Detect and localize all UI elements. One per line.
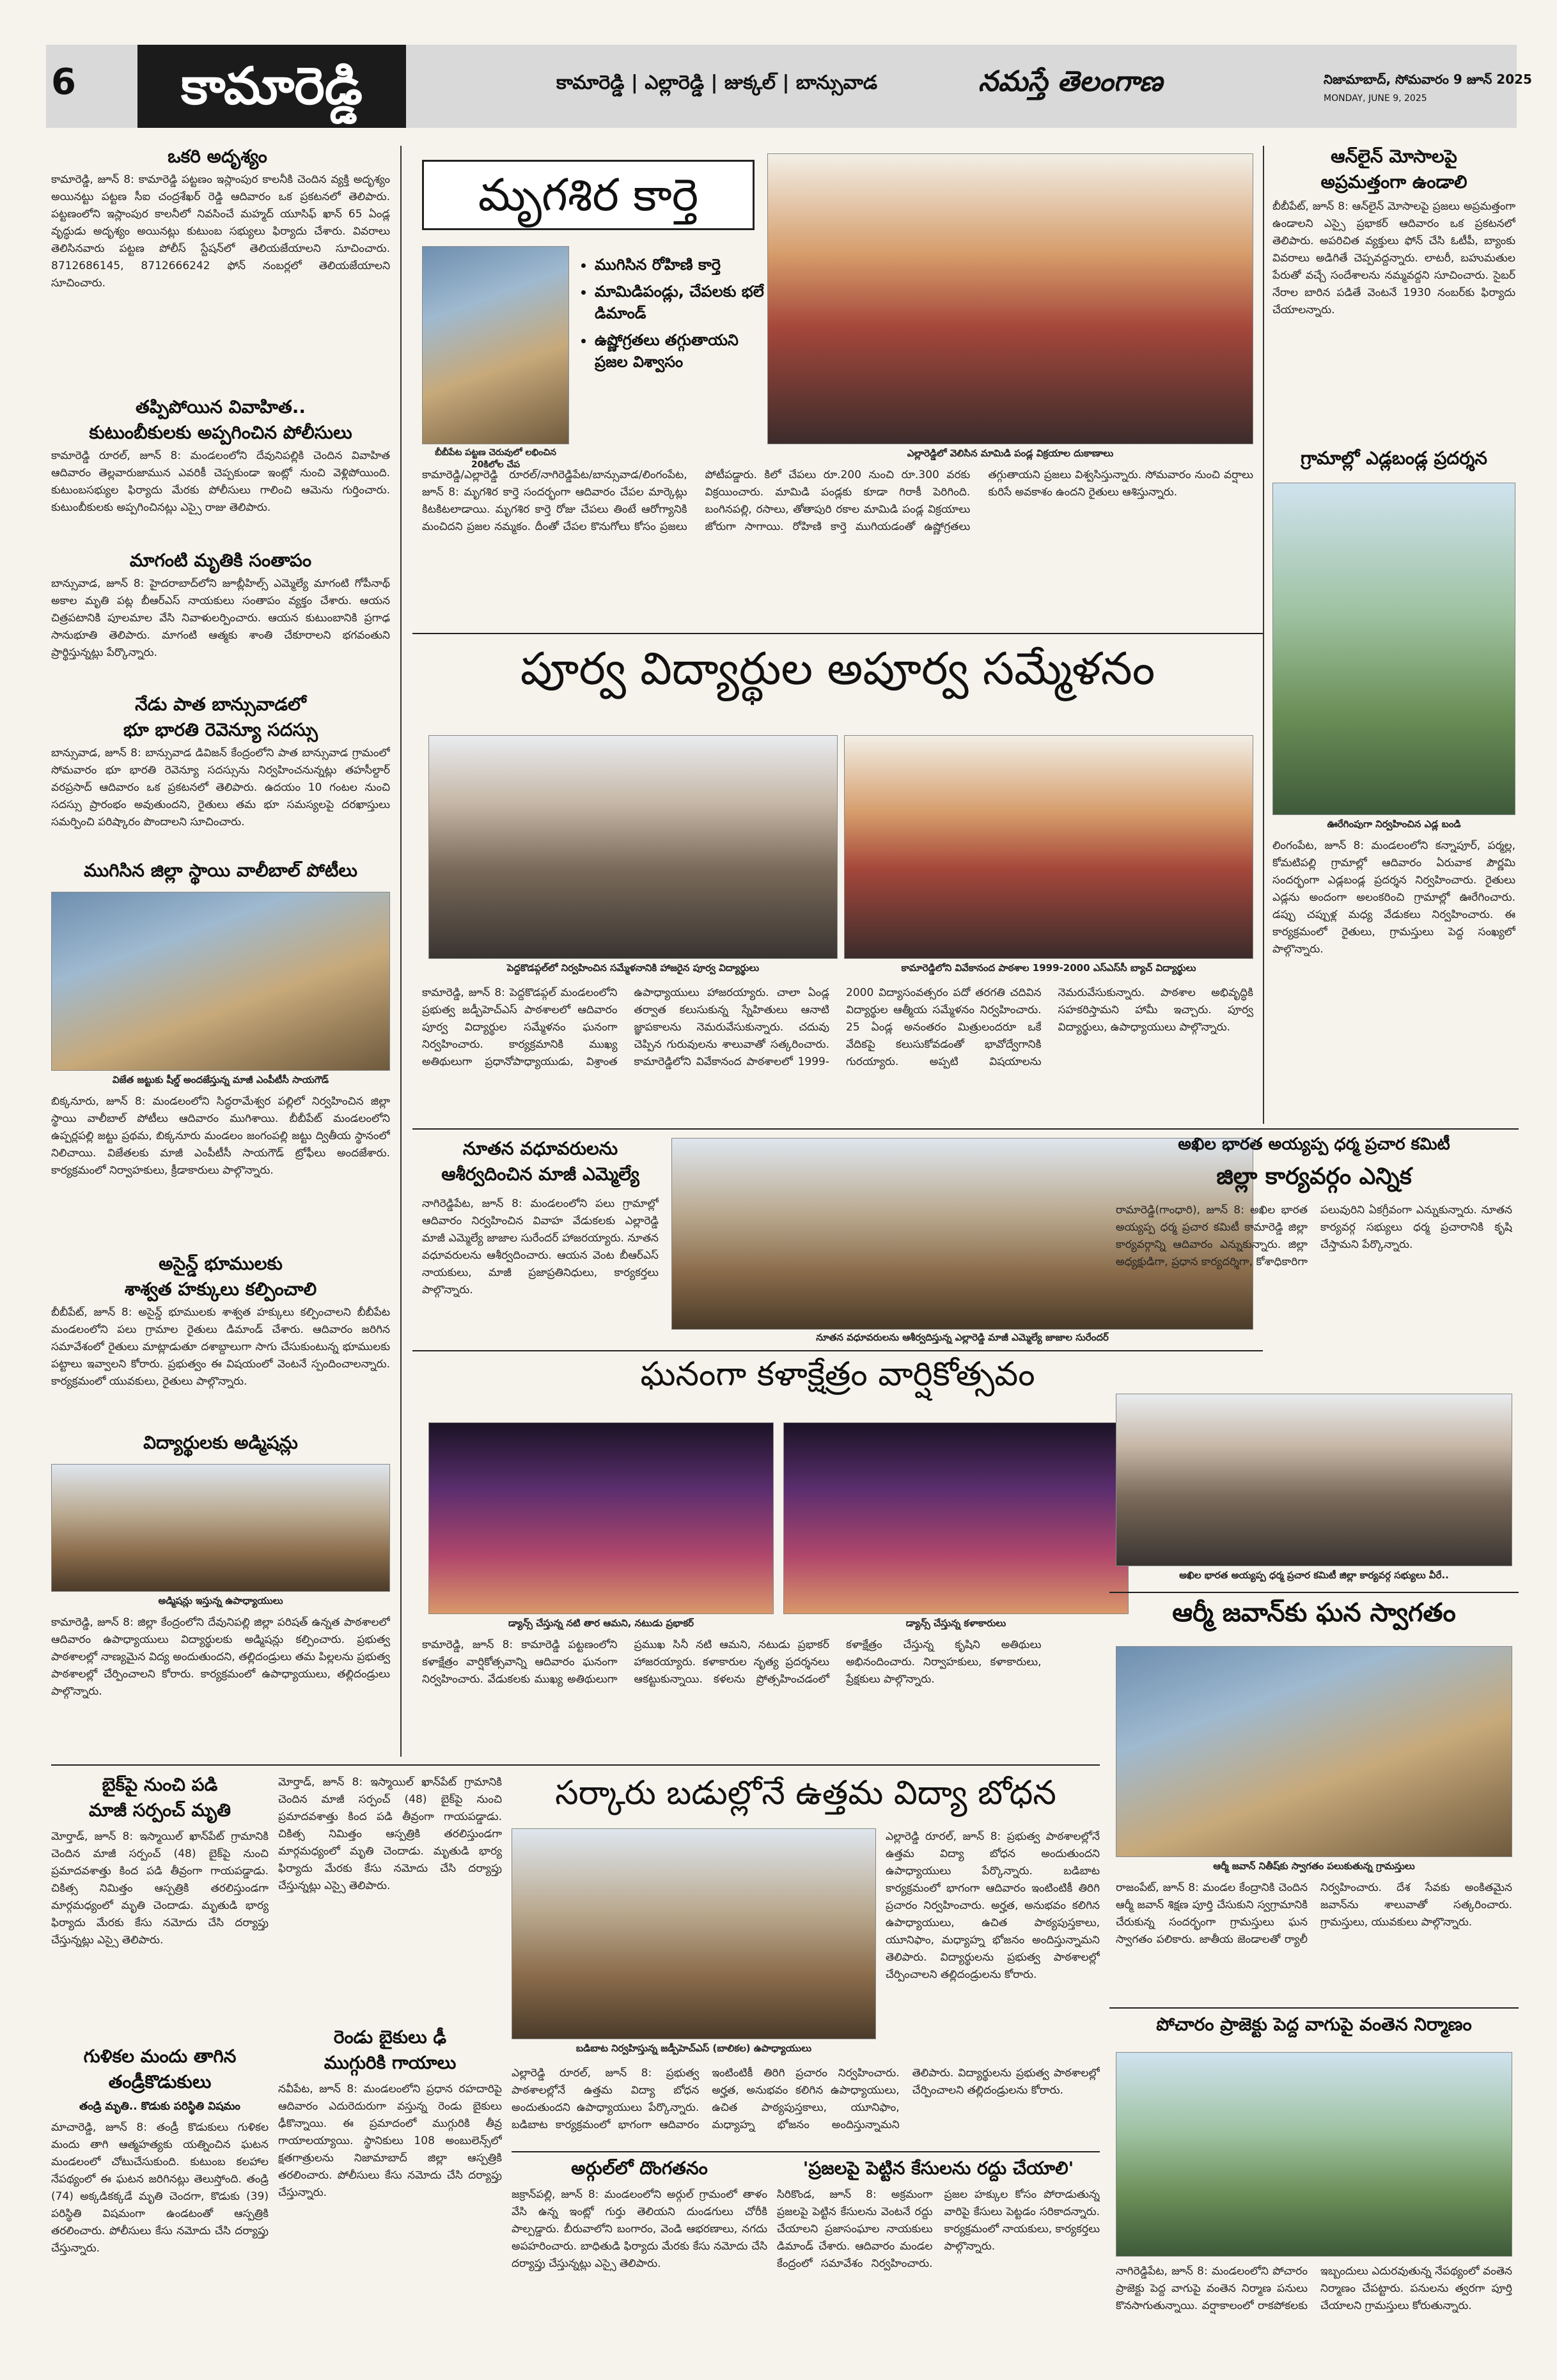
headline-bike-death-b: మాజీ సర్పంచ్ మృతి: [88, 1800, 231, 1821]
headline-exmla-a: నూతన వధూవరులను: [462, 1138, 618, 1159]
caption-exmla: నూతన వధూవరులను ఆశీర్వదిస్తున్న ఎల్లారెడ్డి మాజీ ఎమ్మెల్యే జాజాల సురేందర్: [816, 1332, 1109, 1343]
article-assigned: బీబీపేట్, జూన్ 8: అసైన్డ్ భూములకు శాశ్వత హక్కులు కల్పించాలని బీబీపేట మండలంలోని పలు గ్రామాల రైతులు డిమాండ్ చేశారు. ఆదివారం జరిగిన సమావేశంలో రైతులు మాట్లాడుతూ దశాబ్దాలుగా సాగు చేసుకుంటున్న భూములకు పట్టాలు ఇవ్వాలని కోరారు. ప్రభుత్వం ఈ విషయంలో వెంటనే స్పందించాలన్నారు. కార్యక్రమంలో యువకులు, రైతులు పాల్గొన్నారు.: [51, 1306, 390, 1388]
headline-alumni: పూర్వ విద్యార్థుల అపూర్వ సమ్మేళనం: [520, 642, 1155, 695]
article-bike-death-cont: మోర్తాడ్, జూన్ 8: ఇస్మాయిల్ ఖాన్‌పేట్ గ్రామానికి చెందిన మాజీ సర్పంచ్ (48) బైక్‌పై నుంచి ప్రమాదవశాత్తు కింద పడి తీవ్రంగా గాయపడ్డాడు. చికిత్స నిమిత్తం ఆస్పత్రికి తరలిస్తుండగా మార్గమధ్యంలో మృతి చెందాడు. మృతుడి భార్య ఫిర్యాదు మేరకు కేసు నమోదు చేసి దర్యాప్తు చేస్తున్నట్లు ఎస్సై తెలిపారు.: [278, 1776, 502, 1892]
headline-bullock: గ్రామాల్లో ఎడ్లబండ్ల ప్రదర్శన: [1301, 447, 1487, 469]
article-bullock: లింగంపేట, జూన్ 8: మండలంలోని కన్నాపూర్, పర్మల్ల, కోమటిపల్లి గ్రామాల్లో ఆదివారం ఏరువాక పౌర్ణమి సందర్భంగా ఎడ్లబండ్ల ప్రదర్శన నిర్వహించారు. రైతులు ఎడ్లను అందంగా అలంకరించి గ్రామాల్లో ఊరేగించారు. డప్పు చప్పుళ్ల మధ్య వేడుకలు నిర్వహించారు. ఈ కార్యక్రమంలో రైతులు, గ్రామస్తులు పెద్ద సంఖ్యలో పాల్గొన్నారు.: [1272, 839, 1515, 956]
caption-fish: బీబీపేట పట్టణ చెరువులో లభించిన 20కిలోల చేప: [435, 447, 556, 470]
headline-mrigashira: మృగశిర కార్తె: [422, 160, 755, 230]
caption-army: ఆర్మీ జవాన్ నితీష్‌కు స్వాగతం పలుకుతున్న గ్రామస్తులు: [1213, 1860, 1415, 1872]
article-volleyball: బిక్కనూరు, జూన్ 8: మండలంలోని సిద్ధరామేశ్వర పల్లిలో నిర్వహించిన జిల్లా స్థాయి వాలీబాల్ పోటీలు ఆదివారం ముగిశాయి. బీబీపేట్ మండలంలోని ఉప్పర్లపల్లి జట్టు ప్రథమ, బిక్కనూరు మండలం జంగంపల్లి జట్టు ద్వితీయ స్థానంలో నిలిచాయి. విజేతలకు మాజీ ఎంపీటీసీ సాయగౌడ్ ట్రోఫీలు అందజేశారు. కార్యక్రమంలో నిర్వాహకులు, క్రీడాకారులు పాల్గొన్నారు.: [51, 1095, 390, 1177]
photo-alumni-right: [844, 735, 1253, 959]
article-online: బీబీపేట్, జూన్ 8: ఆన్‌లైన్ మోసాలపై ప్రజలు అప్రమత్తంగా ఉండాలని ఎస్సై ప్రభాకర్ ఆదివారం ఒక ప్రకటనలో తెలిపారు. అపరిచిత వ్యక్తులు ఫోన్ చేసి ఓటీపీ, బ్యాంకు వివరాలు అడిగితే చెప్పవద్దన్నారు. లాటరీ, బహుమతుల పేరుతో వచ్చే సందేశాలను నమ్మవద్దని సూచించారు. సైబర్ నేరాల బారిన పడితే వెంటనే 1930 నంబర్‌కు ఫిర్యాదు చేయాలన్నారు.: [1272, 200, 1515, 316]
photo-admissions: [51, 1464, 390, 1592]
article-woman: కామారెడ్డి రూరల్, జూన్ 8: మండలంలోని దేవునిపల్లికి చెందిన వివాహిత ఆదివారం తెల్లవారుజామున ఎవరికీ చెప్పకుండా ఇంట్లో నుంచి వెళ్లిపోయింది. కుటుంబసభ్యుల ఫిర్యాదు మేరకు పోలీసులు గాలించి ఆమెను గుర్తించారు. కుటుంబీకులకు అప్పగించినట్లు ఎస్సై రాజు తెలిపారు.: [51, 449, 390, 514]
headline-admissions: విద్యార్థులకు అడ్మిషన్లు: [143, 1432, 298, 1453]
photo-fish: [422, 246, 569, 444]
headline-bikes-a: రెండు బైకులు ఢీ: [333, 2026, 447, 2048]
date-english: MONDAY, JUNE 9, 2025: [1324, 93, 1427, 104]
bullet-3: • ఉష్ణోగ్రతలు తగ్గుతాయని ప్రజల విశ్వాసం: [595, 331, 767, 375]
photo-ayyappa: [1116, 1394, 1512, 1566]
headline-army: ఆర్మీ జవాన్‌కు ఘన స్వాగతం: [1172, 1598, 1456, 1628]
caption-admissions: అడ్మిషన్లు ఇస్తున్న ఉపాధ్యాయులు: [158, 1595, 283, 1606]
rule-ayyappa: [1109, 1128, 1519, 1130]
photo-bridge: [1116, 2052, 1512, 2257]
paper-name: నమస్తే తెలంగాణ: [978, 65, 1163, 98]
caption-kala-right: డ్యాన్స్ చేస్తున్న కళాకారులు: [905, 1617, 1006, 1629]
page-number: 6: [51, 61, 76, 103]
article-alumni: కామారెడ్డి, జూన్ 8: పెద్దకొడప్గల్ మండలంలోని ప్రభుత్వ జడ్పీహెచ్ఎస్ పాఠశాలలో ఆదివారం పూర్వ విద్యార్థుల సమ్మేళనం ఘనంగా నిర్వహించారు. కార్యక్రమానికి ముఖ్య అతిథులుగా ప్రధానోపాధ్యాయుడు, విశ్రాంత ఉపాధ్యాయులు హాజరయ్యారు. చాలా ఏండ్ల తర్వాత కలుసుకున్న స్నేహితులు ఆనాటి జ్ఞాపకాలను నెమరువేసుకున్నారు. చదువు చెప్పిన గురువులను శాలువాతో సత్కరించారు. కామారెడ్డిలోని వివేకానంద పాఠశాలలో 1999-2000 విద్యాసంవత్సరం పదో తరగతి చదివిన విద్యార్థుల ఆత్మీయ సమ్మేళనం నిర్వహించారు. 25 ఏండ్ల అనంతరం మిత్రులందరూ ఒకే వేదికపై కలుసుకోవడంతో భావోద్వేగానికి గురయ్యారు. అప్పటి విషయాలను నెమరువేసుకున్నారు. పాఠశాల అభివృద్ధికి సహకరిస్తామని హామీ ఇచ్చారు. పూర్వ విద్యార్థులు, ఉపాధ్యాయులు పాల్గొన్నారు.: [422, 986, 1253, 1068]
headline-maganti: మాగంటి మృతికి సంతాపం: [129, 550, 312, 571]
headline-govt-school: సర్కారు బడుల్లోనే ఉత్తమ విద్యా బోధన: [555, 1774, 1056, 1812]
article-exmla: నాగిరెడ్డిపేట, జూన్ 8: మండలంలోని పలు గ్రామాల్లో ఆదివారం నిర్వహించిన వివాహ వేడుకలకు ఎల్లారెడ్డి మాజీ ఎమ్మెల్యే జాజాల సురేందర్ హాజరయ్యారు. నూతన వధూవరులను ఆశీర్వదించారు. ఆయన వెంట బీఆర్ఎస్ నాయకులు, మాజీ ప్రజాప్రతినిధులు, కార్యకర్తలు పాల్గొన్నారు.: [422, 1197, 659, 1296]
headline-ayyappa-b: జిల్లా కార్యవర్గం ఎన్నిక: [1216, 1163, 1412, 1190]
caption-govt-school: బడిబాట నిర్వహిస్తున్న జడ్పీహెచ్ఎస్ (బాలికల) ఉపాధ్యాయులు: [575, 2042, 812, 2054]
headline-online-b: అప్రమత్తంగా ఉండాలి: [1320, 171, 1467, 192]
rule-govt-school: [51, 1764, 1100, 1766]
towns-line: కామారెడ్డి | ఎల్లారెడ్డి | జుక్కల్ | బాన్సువాడ: [556, 72, 878, 94]
article-missing: కామారెడ్డి, జూన్ 8: కామారెడ్డి పట్టణం ఇస్లాంపుర కాలనీకి చెందిన వ్యక్తి అదృశ్యం అయినట్టు పట్టణ సీఐ చంద్రశేఖర్ రెడ్డి ఆదివారం ఒక ప్రకటనలో తెలిపారు. పట్టణంలోని ఇస్లాంపుర కాలనీలో నివసించే మహ్మద్ యూసిఫ్ ఖాన్ 65 ఏండ్ల వృద్ధుడు అదృశ్యం అయినట్లు కుటుంబ సభ్యులు ఫిర్యాదు చేశారు. వివరాలు తెలిసినవారు పట్టణ పోలీస్ స్టేషన్‌లో తెలియజేయాలని సూచించారు. 8712686145, 8712666242 ఫోన్ నంబర్లలో తెలియజేయాలని సూచించారు.: [51, 173, 390, 290]
article-kala: కామారెడ్డి, జూన్ 8: కామారెడ్డి పట్టణంలోని కళాక్షేత్రం వార్షికోత్సవాన్ని ఆదివారం ఘనంగా నిర్వహించారు. వేడుకలకు ముఖ్య అతిథులుగా ప్రముఖ సినీ నటి ఆమని, నటుడు ప్రభాకర్ హాజరయ్యారు. కళాకారుల నృత్య ప్రదర్శనలు ఆకట్టుకున్నాయి. కళలను ప్రోత్సహించడంలో కళాక్షేత్రం చేస్తున్న కృషిని అతిథులు అభినందించారు. నిర్వాహకులు, కళాకారులు, ప్రేక్షకులు పాల్గొన్నారు.: [422, 1638, 1042, 1686]
caption-bullock: ఊరేగింపుగా నిర్వహించిన ఎడ్ల బండి: [1327, 818, 1461, 830]
article-army: రాజంపేట్, జూన్ 8: మండల కేంద్రానికి చెందిన ఆర్మీ జవాన్ శిక్షణ పూర్తి చేసుకుని స్వగ్రామానికి చేరుకున్న సందర్భంగా గ్రామస్తులు ఘన స్వాగతం పలికారు. జాతీయ జెండాలతో ర్యాలీ నిర్వహించారు. దేశ సేవకు అంకితమైన జవాన్‌ను శాలువాతో సత్కరించారు. గ్రామస్తులు, యువకులు పాల్గొన్నారు.: [1116, 1881, 1512, 1946]
photo-mango-market: [767, 153, 1253, 444]
article-bike-death: మోర్తాడ్, జూన్ 8: ఇస్మాయిల్ ఖాన్‌పేట్ గ్రామానికి చెందిన మాజీ సర్పంచ్ (48) బైక్‌పై నుంచి ప్రమాదవశాత్తు కింద పడి తీవ్రంగా గాయపడ్డాడు. చికిత్స నిమిత్తం ఆస్పత్రికి తరలిస్తుండగా మార్గమధ్యంలో మృతి చెందాడు. మృతుడి భార్య ఫిర్యాదు మేరకు కేసు నమోదు చేసి దర్యాప్తు చేస్తున్నట్లు ఎస్సై తెలిపారు.: [51, 1830, 269, 1947]
headline-bike-death-a: బైక్‌పై నుంచి పడి: [102, 1774, 218, 1795]
subhead-pesticide: తండ్రి మృతి.. కొడుకు పరిస్థితి విషమం: [79, 2100, 240, 2113]
headline-online-a: ఆన్‌లైన్ మోసాలపై: [1331, 146, 1457, 167]
article-govt-school-b: ఎల్లారెడ్డి రూరల్, జూన్ 8: ప్రభుత్వ పాఠశాలల్లోనే ఉత్తమ విద్యా బోధన అందుతుందని ఉపాధ్యాయులు పేర్కొన్నారు. బడిబాట కార్యక్రమంలో భాగంగా ఆదివారం ఇంటింటికీ తిరిగి ప్రచారం నిర్వహించారు. అర్హత, అనుభవం కలిగిన ఉపాధ్యాయులు, ఉచిత పాఠ్యపుస్తకాలు, యూనిఫాం, మధ్యాహ్న భోజనం అందిస్తున్నామని తెలిపారు. విద్యార్థులను ప్రభుత్వ పాఠశాలల్లో చేర్పించాలని తల్లిదండ్రులను కోరారు.: [512, 2067, 1100, 2131]
article-bhu: బాన్సువాడ, జూన్ 8: బాన్సువాడ డివిజన్ కేంద్రంలోని పాత బాన్సువాడ గ్రామంలో సోమవారం భూ భారతి రెవెన్యూ సదస్సును నిర్వహించనున్నట్లు తహసీల్దార్ వరప్రసాద్ ఆదివారం ఒక ప్రకటనలో తెలిపారు. ఉదయం 10 గంటల నుంచి సదస్సు ప్రారంభం అవుతుందని, రైతులు తమ భూ సమస్యలపై దరఖాస్తులు సమర్పించి పరిష్కారం పొందాలని సూచించారు.: [51, 747, 390, 828]
photo-kala-right: [783, 1422, 1129, 1614]
headline-missing: ఒకరి అదృశ్యం: [168, 146, 267, 167]
headline-bhu-a: నేడు పాత బాన్సువాడలో: [135, 694, 306, 715]
article-bikes: నవీపేట, జూన్ 8: మండలంలోని ప్రధాన రహదారిపై ఆదివారం ఎదురెదురుగా వస్తున్న రెండు బైకులు ఢీకొన్నాయి. ఈ ప్రమాదంలో ముగ్గురికి తీవ్ర గాయాలయ్యాయి. స్థానికులు 108 అంబులెన్స్‌లో క్షతగాత్రులను నిజామాబాద్ జిల్లా ఆస్పత్రికి తరలించారు. పోలీసులు కేసు నమోదు చేసి దర్యాప్తు చేస్తున్నారు.: [278, 2083, 502, 2199]
caption-kala-left: డ్యాన్స్ చేస్తున్న నటి తార ఆమని, నటుడు ప్రభాకర్: [508, 1617, 694, 1629]
photo-army: [1116, 1646, 1512, 1857]
headline-ayyappa-a: అఖిల భారత అయ్యప్ప ధర్మ ప్రచార కమిటీ: [1178, 1135, 1450, 1154]
rule-arjun: [512, 2151, 1100, 2152]
article-arjun: జక్రాన్‌పల్లి, జూన్ 8: మండలంలోని అర్గుల్ గ్రామంలో తాళం వేసి ఉన్న ఇంట్లో గుర్తు తెలియని దుండగులు చోరీకి పాల్పడ్డారు. బీరువాలోని బంగారం, వెండి ఆభరణాలు, నగదు అపహరించారు. బాధితుడి ఫిర్యాదు మేరకు కేసు నమోదు చేసి దర్యాప్తు చేస్తున్నట్లు ఎస్సై తెలిపారు.: [512, 2188, 767, 2270]
headline-bikes-b: ముగ్గురికి గాయాలు: [324, 2052, 457, 2073]
headline-arjun: అర్గుల్‌లో దొంగతనం: [571, 2158, 708, 2179]
headline-cases: 'ప్రజలపై పెట్టిన కేసులను రద్దు చేయాలి': [802, 2158, 1074, 2179]
photo-govt-school: [512, 1828, 876, 2039]
headline-woman-a: తప్పిపోయిన వివాహిత..: [135, 396, 306, 417]
article-ayyappa: రామారెడ్డి(గాంధారి), జూన్ 8: అఖిల భారత అయ్యప్ప ధర్మ ప్రచార కమిటీ కామారెడ్డి జిల్లా కార్యవర్గాన్ని ఆదివారం ఎన్నుకున్నారు. జిల్లా అధ్యక్షుడిగా, ప్రధాన కార్యదర్శిగా, కోశాధికారిగా పలువురిని ఏకగ్రీవంగా ఎన్నుకున్నారు. నూతన కార్యవర్గ సభ్యులు ధర్మ ప్రచారానికి కృషి చేస్తామని పేర్కొన్నారు.: [1116, 1204, 1512, 1268]
headline-pesticide-b: తండ్రీకొడుకులు: [108, 2071, 212, 2092]
article-bridge: నాగిరెడ్డిపేట, జూన్ 8: మండలంలోని పోచారం ప్రాజెక్టు పెద్ద వాగుపై వంతెన నిర్మాణ పనులు కొనసాగుతున్నాయి. వర్షాకాలంలో రాకపోకలకు ఇబ్బందులు ఎదురవుతున్న నేపథ్యంలో వంతెన నిర్మాణం చేపట్టారు. పనులను త్వరగా పూర్తి చేయాలని గ్రామస్తులు కోరుతున్నారు.: [1116, 2265, 1512, 2312]
headline-volleyball: ముగిసిన జిల్లా స్థాయి వాలీబాల్ పోటీలు: [84, 860, 357, 881]
column-rule-left: [400, 146, 402, 1757]
mrigashira-bullets: [575, 256, 767, 380]
rule-army: [1109, 1592, 1519, 1593]
headline-pesticide-a: గుళికల మందు తాగిన: [83, 2046, 237, 2067]
caption-volleyball: విజేత జట్టుకు షీల్డ్ అందజేస్తున్న మాజీ ఎంపీటీసీ సాయగౌడ్: [112, 1074, 329, 1085]
section-title: కామారెడ్డి: [137, 45, 406, 128]
bullet-2: • మామిడిపండ్లు, చేపలకు భలే డిమాండ్: [595, 283, 767, 326]
photo-volleyball: [51, 892, 390, 1071]
caption-alumni-left: పెద్దకొడప్గల్‌లో నిర్వహించిన సమ్మేళనానికి హాజరైన పూర్వ విద్యార్థులు: [506, 962, 760, 974]
headline-assigned-b: శాశ్వత హక్కులు కల్పించాలి: [124, 1279, 317, 1300]
article-pesticide: మాచారెడ్డి, జూన్ 8: తండ్రీ కొడుకులు గుళికల మందు తాగి ఆత్మహత్యకు యత్నించిన ఘటన మండలంలో చోటుచేసుకుంది. కుటుంబ కలహాల నేపథ్యంలో ఈ ఘటన జరిగినట్లు తెలుస్తోంది. తండ్రి (74) అక్కడికక్కడే మృతి చెందగా, కొడుకు (39) పరిస్థితి విషమంగా ఉండటంతో ఆస్పత్రికి తరలించారు. పోలీసులు కేసు నమోదు చేసి దర్యాప్తు చేస్తున్నారు.: [51, 2121, 269, 2255]
article-cases: సిరికొండ, జూన్ 8: అక్రమంగా ప్రజలపై పెట్టిన కేసులను వెంటనే రద్దు చేయాలని ప్రజాసంఘాల నాయకులు డిమాండ్ చేశారు. ఆదివారం మండల కేంద్రంలో సమావేశం నిర్వహించారు. ప్రజల హక్కుల కోసం పోరాడుతున్న వారిపై కేసులు పెట్టడం సరికాదన్నారు. కార్యక్రమంలో నాయకులు, కార్యకర్తలు పాల్గొన్నారు.: [777, 2188, 1100, 2270]
headline-exmla-b: ఆశీర్వదించిన మాజీ ఎమ్మెల్యే: [441, 1163, 639, 1185]
caption-ayyappa: అఖిల భారత అయ్యప్ప ధర్మ ప్రచార కమిటీ జిల్లా కార్యవర్గ సభ్యులు వీరే..: [1179, 1569, 1449, 1581]
bullet-1: • ముగిసిన రోహిణి కార్తె: [595, 256, 767, 277]
caption-mango-market: ఎల్లారెడ్డిలో వెలిసిన మామిడి పండ్ల విక్రయాల దుకాణాలు: [907, 447, 1114, 459]
article-admissions: కామారెడ్డి, జూన్ 8: జిల్లా కేంద్రంలోని దేవునిపల్లి జిల్లా పరిషత్ ఉన్నత పాఠశాలలో ఆదివారం ఉపాధ్యాయులు విద్యార్థులకు అడ్మిషన్లు కల్పించారు. ప్రభుత్వ పాఠశాలల్లో నాణ్యమైన విద్య అందుతుందని, తల్లిదండ్రులు తమ పిల్లలను ప్రభుత్వ పాఠశాలల్లో చేర్పించాలని కోరారు. కార్యక్రమంలో ఉపాధ్యాయులు, తల్లిదండ్రులు పాల్గొన్నారు.: [51, 1616, 390, 1698]
caption-alumni-right: కామారెడ్డిలోని వివేకానంద పాఠశాల 1999-2000 ఎస్ఎస్‌సీ బ్యాచ్ విద్యార్థులు: [901, 962, 1196, 974]
date-telugu: నిజామాబాద్, సోమవారం 9 జూన్ 2025: [1324, 72, 1532, 87]
photo-bullock: [1272, 483, 1515, 815]
column-rule-right: [1263, 146, 1264, 1124]
article-mrigashira: కామారెడ్డి/ఎల్లారెడ్డి రూరల్/నాగిరెడ్డిపేట/బాన్సువాడ/లింగంపేట, జూన్ 8: మృగశిర కార్తె సందర్భంగా ఆదివారం చేపల మార్కెట్లు కిటకిటలాడాయి. మృగశిర కార్తె రోజు చేపలు తింటే ఆరోగ్యానికి మంచిదని ప్రజల నమ్మకం. దీంతో చేపల కొనుగోలు కోసం ప్రజలు పోటీపడ్డారు. కిలో చేపలు రూ.200 నుంచి రూ.300 వరకు విక్రయించారు. మామిడి పండ్లకు కూడా గిరాకీ పెరిగింది. బంగినపల్లి, రసాలు, తోతాపురి రకాల మామిడి పండ్ల విక్రయాలు జోరుగా సాగాయి. రోహిణి కార్తె ముగియడంతో ఉష్ణోగ్రతలు తగ్గుతాయని ప్రజలు విశ్వసిస్తున్నారు. సోమవారం నుంచి వర్షాలు కురిసే అవకాశం ఉందని రైతులు ఆశిస్తున్నారు.: [422, 469, 1253, 533]
photo-alumni-left: [428, 735, 838, 959]
headline-kala: ఘనంగా కళాక్షేత్రం వార్షికోత్సవం: [640, 1355, 1035, 1394]
article-govt-school-a: ఎల్లారెడ్డి రూరల్, జూన్ 8: ప్రభుత్వ పాఠశాలల్లోనే ఉత్తమ విద్యా బోధన అందుతుందని ఉపాధ్యాయులు పేర్కొన్నారు. బడిబాట కార్యక్రమంలో భాగంగా ఆదివారం ఇంటింటికీ తిరిగి ప్రచారం నిర్వహించారు. అర్హత, అనుభవం కలిగిన ఉపాధ్యాయులు, ఉచిత పాఠ్యపుస్తకాలు, యూనిఫాం, మధ్యాహ్న భోజనం అందిస్తున్నామని తెలిపారు. విద్యార్థులను ప్రభుత్వ పాఠశాలల్లో చేర్పించాలని తల్లిదండ్రులను కోరారు.: [886, 1830, 1100, 1981]
headline-woman-b: కుటుంబీకులకు అప్పగించిన పోలీసులు: [89, 422, 352, 443]
photo-kala-left: [428, 1422, 774, 1614]
article-maganti: బాన్సువాడ, జూన్ 8: హైదరాబాద్‌లోని జూబ్లీహిల్స్ ఎమ్మెల్యే మాగంటి గోపీనాథ్ అకాల మృతి పట్ల బీఆర్ఎస్ నాయకులు సంతాపం వ్యక్తం చేశారు. ఆయన చిత్రపటానికి పూలమాల వేసి నివాళులర్పించారు. ఆయన కుటుంబానికి ప్రగాఢ సానుభూతి తెలిపారు. మాగంటి ఆత్మకు శాంతి చేకూరాలని భగవంతుని ప్రార్థిస్తున్నట్లు పేర్కొన్నారు.: [51, 577, 390, 659]
headline-bhu-b: భూ భారతి రెవెన్యూ సదస్సు: [123, 719, 318, 740]
headline-assigned-a: అసైన్డ్ భూములకు: [159, 1253, 283, 1274]
rule-alumni: [412, 633, 1263, 634]
headline-bridge: పోచారం ప్రాజెక్టు పెద్ద వాగుపై వంతెన నిర్మాణం: [1156, 2014, 1472, 2035]
rule-bridge: [1109, 2007, 1519, 2009]
